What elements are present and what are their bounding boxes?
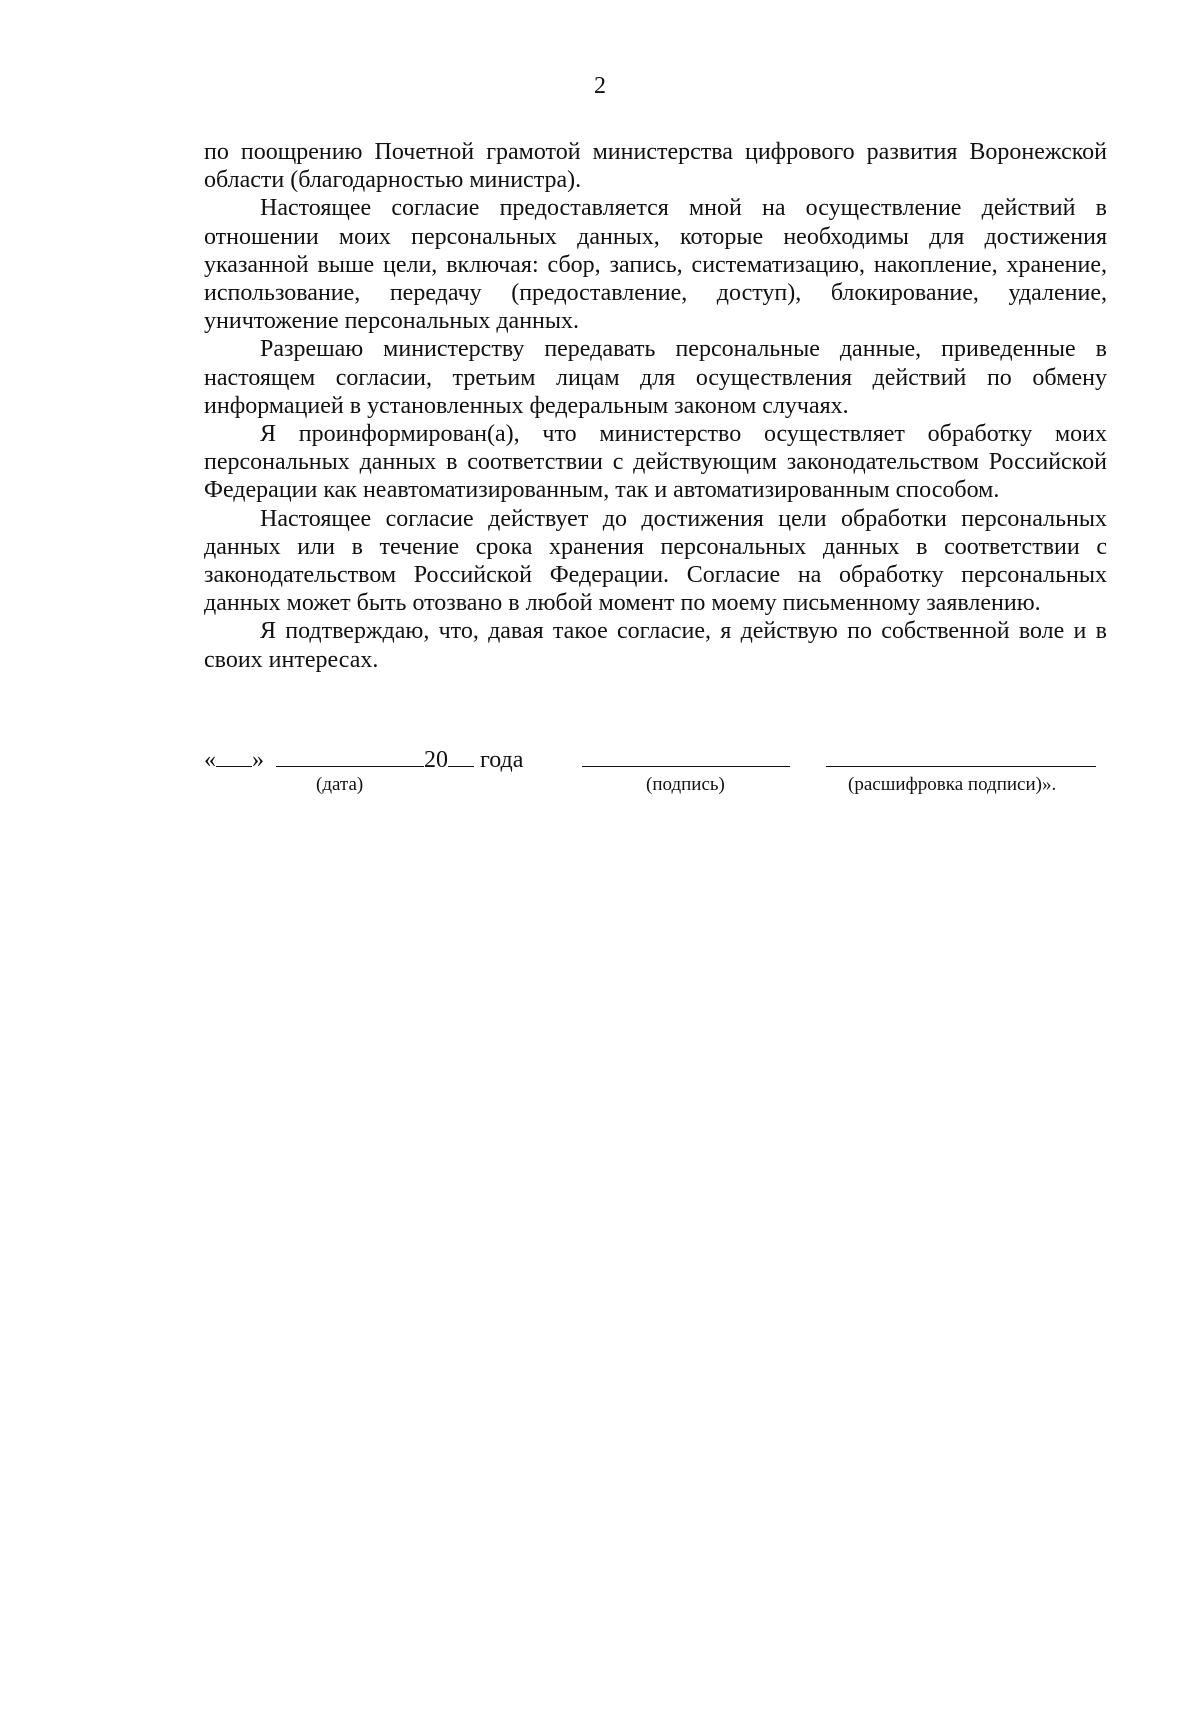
month-blank[interactable] [276,746,424,767]
decoding-caption: (расшифровка подписи)». [848,774,1057,795]
signature-caption: (подпись) [646,774,725,795]
page-number: 2 [594,73,606,99]
close-quote: » [252,747,264,773]
day-blank[interactable] [216,746,252,767]
year-word: года [480,747,524,773]
open-quote: « [204,747,216,773]
paragraph-confirmation: Я подтверждаю, что, давая такое согласие, я действую по собственной воле и в своих интересах. [204,618,1107,673]
year-blank[interactable] [448,746,474,767]
paragraph-continuation: по поощрению Почетной грамотой министерства цифрового развития Воронежской области (благодарностью министра). [204,139,1107,194]
paragraph-informed: Я проинформирован(а), что министерство осуществляет обработку моих персональных данных в соответствии с действующим законодательством Российской Федерации как неавтоматизированным, так и автоматизированным способом. [204,421,1107,504]
signature-block [204,746,1107,806]
paragraph-transfer-permission: Разрешаю министерству передавать персональные данные, приведенные в настоящем согласии, третьим лицам для осуществления действий по обмену информацией в установленных федеральным законом случаях. [204,336,1107,419]
signature-line[interactable] [582,766,790,767]
consent-text [204,138,1107,674]
date-line [204,746,523,774]
year-prefix: 20 [424,747,448,773]
paragraph-validity: Настоящее согласие действует до достижения цели обработки персональных данных или в течение срока хранения персональных данных в соответствии с законодательством Российской Федерации. Согласие на обработку персональных данных может быть отозвано в любой момент по моему письменному заявлению. [204,505,1107,617]
paragraph-consent-actions: Настоящее согласие предоставляется мной на осуществление действий в отношении моих персональных данных, которые необходимы для достижения указанной выше цели, включая: сбор, запись, систематизацию, накопление, хранение, использование, передачу (предоставление, доступ), блокирование, удаление, уничтожение персональных данных. [204,195,1107,335]
decoding-line[interactable] [826,766,1096,767]
date-caption: (дата) [316,774,364,795]
